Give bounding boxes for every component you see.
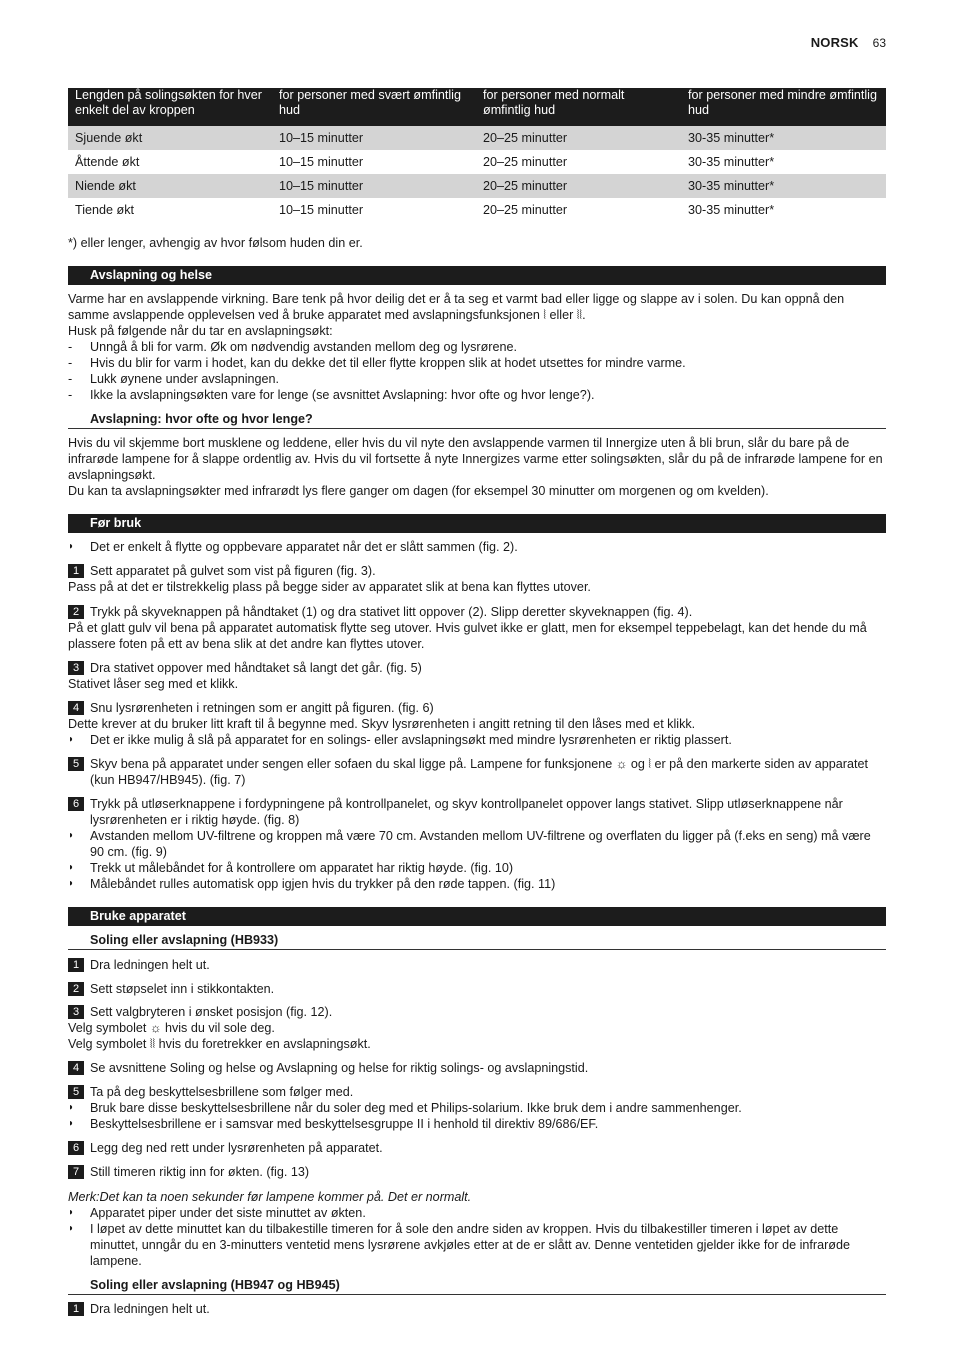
step-text: Ta på deg beskyttelsesbrillene som følger med. [90, 1085, 354, 1099]
step-text: Dra stativet oppover med håndtaket så langt det går. (fig. 5) [90, 661, 422, 675]
bullet-text: Beskyttelsesbrillene er i samsvar med beskyttelsesgruppe II i henhold til direktiv 89/686/EF. [90, 1117, 599, 1131]
step-text: Sett apparatet på gulvet som vist på figuren (fig. 3). [90, 564, 376, 578]
table-cell: Sjuende økt [68, 126, 272, 150]
step-number: 5 [68, 1085, 84, 1099]
use-step-2 [68, 981, 886, 997]
table-cell: Niende økt [68, 174, 272, 198]
step-text: Dra ledningen helt ut. [90, 1302, 210, 1316]
relax-section [68, 291, 886, 403]
before-step-6 [68, 796, 886, 892]
step-number: 6 [68, 797, 84, 811]
use-step-3 [68, 1004, 886, 1052]
table-cell: 30-35 minutter* [688, 155, 775, 169]
step-text: Se avsnittene Soling og helse og Avslapning og helse for riktig solings- og avslapningstid. [90, 1061, 589, 1075]
table-cell: 20–25 minutter [483, 155, 568, 169]
bullet-icon: ◗ [68, 1207, 75, 1218]
session-table [68, 88, 886, 222]
step-text: Dra ledningen helt ut. [90, 958, 210, 972]
table-cell: 20–25 minutter [483, 203, 568, 217]
table-cell: 30-35 minutter* [688, 203, 775, 217]
before-step-5 [68, 756, 886, 788]
step-text: Sett støpselet inn i stikkontakten. [90, 982, 275, 996]
bullet-text: Det er ikke mulig å slå på apparatet for en solings- eller avslapningsøkt med mindre lysrørenheten er riktig plassert. [90, 733, 732, 747]
subsection-title-hb947: Soling eller avslapning (HB947 og HB945) [68, 1277, 886, 1295]
subsection-title-relax-frequency: Avslapning: hvor ofte og hvor lenge? [68, 411, 886, 429]
bullet-icon: ◗ [68, 1223, 75, 1234]
subsection-title-hb933: Soling eller avslapning (HB933) [68, 932, 886, 950]
step-text: Skyv bena på apparatet under sengen eller sofaen du skal ligge på. Lampene for funksjonene ☼ og ⦚ er på den markerte siden av apparatet (kun HB947/HB945). (fig. 7) [90, 757, 869, 787]
list-item: - Unngå å bli for varm. Øk om nødvendig avstanden mellom deg og lysrørene. [68, 339, 886, 355]
table-cell: 20–25 minutter [476, 126, 681, 150]
step-number: 5 [68, 757, 84, 771]
before-step-4 [68, 700, 886, 748]
step-text: Still timeren riktig inn for økten. (fig. 13) [90, 1165, 310, 1179]
step-note: Velg symbolet ⦚⦚ hvis du foretrekker en avslapningsøkt. [68, 1037, 371, 1051]
step-number: 4 [68, 1061, 84, 1075]
bullet-icon: ◗ [68, 830, 75, 841]
bullet-text: I løpet av dette minuttet kan du tilbakestille timeren for å sole den andre siden av kroppen. Hvis du tilbakestiller timeren i løpet av dette minuttet, unngår du en 3-minutters ventetid mens lysrørene avkjøles etter at de er slått av. Denne ventetiden gjelder ikke for de infrarøde lampene. [90, 1222, 850, 1268]
step-text: Trykk på skyveknappen på håndtaket (1) og dra stativet litt oppover (2). Slipp deretter skyveknappen (fig. 4). [90, 605, 693, 619]
table-cell: 10–15 minutter [279, 155, 364, 169]
section-title-relax: Avslapning og helse [68, 266, 886, 285]
table-row [68, 198, 886, 222]
table-cell: 30-35 minutter* [681, 126, 886, 150]
bullet-text: Bruk bare disse beskyttelsesbrillene når du soler deg med et Philips-solarium. Ikke bruk dem i andre sammenhenger. [90, 1101, 742, 1115]
list-item: - Ikke la avslapningsøkten vare for lenge (se avsnittet Avslapning: hvor ofte og hvor lenge?). [68, 387, 886, 403]
note-text: Merk:Det kan ta noen sekunder før lampene kommer på. Det er normalt. [68, 1190, 472, 1204]
step-number: 7 [68, 1165, 84, 1179]
table-cell: 10–15 minutter [272, 174, 476, 198]
section-title-use: Bruke apparatet [68, 907, 886, 926]
bullet-icon: ◗ [68, 878, 75, 889]
relax-remember: Husk på følgende når du tar en avslapningsøkt: [68, 324, 333, 338]
step-number: 6 [68, 1141, 84, 1155]
before-step-1 [68, 563, 886, 595]
table-footnote: *) eller lenger, avhengig av hvor følsom huden din er. [68, 236, 363, 250]
paragraph: Hvis du vil skjemme bort musklene og leddene, eller hvis du vil nyte den avslappende varmen til Innergize uten å bli brun, slår du bare på de infrarøde lampene for å slappe ordentlig av. Hvis du vil fortsette å nyte Innergizes varme etter solingsøkten, slår du på de infrarøde lampene for en avslapningsøkt. [68, 436, 883, 482]
table-header: Lengden på solingsøkten for hver enkelt del av kroppen [68, 88, 272, 126]
step-note: Velg symbolet ☼ hvis du vil sole deg. [68, 1021, 275, 1035]
step-note: Dette krever at du bruker litt kraft til å begynne med. Skyv lysrørenheten i angitt retning til den låses med et klikk. [68, 717, 696, 731]
step-number: 2 [68, 605, 84, 619]
use-step-8 [68, 1301, 886, 1317]
step-number: 3 [68, 1005, 84, 1019]
bullet-icon: ◗ [68, 1118, 75, 1129]
table-row [68, 174, 886, 198]
step-note: Stativet låser seg med et klikk. [68, 677, 239, 691]
bullet-icon: ◗ [68, 541, 75, 552]
language-label: NORSK [810, 35, 859, 50]
step-number: 3 [68, 661, 84, 675]
table-cell: 20–25 minutter [476, 174, 681, 198]
use-step-5 [68, 1084, 886, 1132]
table-header: for personer med mindre ømfintlig hud [681, 88, 886, 126]
step-text: Sett valgbryteren i ønsket posisjon (fig. 12). [90, 1005, 333, 1019]
bullet-icon: ◗ [68, 862, 75, 873]
paragraph: Du kan ta avslapningsøkter med infrarødt lys flere ganger om dagen (for eksempel 30 minutter om morgenen og om kvelden). [68, 484, 769, 498]
table-header-row [68, 88, 886, 126]
bullet-text: Avstanden mellom UV-filtrene og kroppen må være 70 cm. Avstanden mellom UV-filtrene og overflaten du ligger på (f.eks en seng) må være 90 cm. (fig. 9) [90, 829, 871, 859]
bullet-icon: ◗ [68, 1102, 75, 1113]
bullet-text: Trekk ut målebåndet for å kontrollere om apparatet har riktig høyde. (fig. 10) [90, 861, 514, 875]
list-item: - Lukk øynene under avslapningen. [68, 371, 886, 387]
bullet-text: Det er enkelt å flytte og oppbevare apparatet når det er slått sammen (fig. 2). [90, 540, 518, 554]
use-step-4 [68, 1060, 886, 1076]
step-note: Pass på at det er tilstrekkelig plass på begge sider av apparatet slik at bena kan flyttes utover. [68, 580, 591, 594]
step-number: 1 [68, 1302, 84, 1316]
table-cell: Åttende økt [75, 155, 140, 169]
use-step-7 [68, 1164, 886, 1180]
use-step-6 [68, 1140, 886, 1156]
table-cell: 10–15 minutter [272, 126, 476, 150]
use-note-block [68, 1189, 886, 1269]
step-number: 4 [68, 701, 84, 715]
page-number: 63 [872, 36, 886, 50]
relax-frequency-text [68, 435, 886, 499]
table-cell: Tiende økt [75, 203, 135, 217]
table-header: for personer med normalt ømfintlig hud [476, 88, 681, 126]
list-item: - Hvis du blir for varm i hodet, kan du dekke det til eller flytte kroppen slik at hodet utsettes for mindre varme. [68, 355, 886, 371]
section-title-before-use: Før bruk [68, 514, 886, 533]
step-text: Snu lysrørenheten i retningen som er angitt på figuren. (fig. 6) [90, 701, 434, 715]
before-bullet-1 [68, 539, 886, 555]
relax-intro: Varme har en avslappende virkning. Bare tenk på hvor deilig det er å ta seg et varmt bad eller ligge og slappe av i solen. Du kan oppnå den samme avslappende opplevelsen ved å bruke apparatet med avslapningsfunksjonen ⦚ eller ⦚⦚. [68, 292, 845, 322]
use-step-1 [68, 957, 886, 973]
table-cell: 10–15 minutter [279, 203, 364, 217]
before-step-3 [68, 660, 886, 692]
page-header [811, 35, 886, 51]
table-row [68, 126, 886, 150]
step-note: På et glatt gulv vil bena på apparatet automatisk flytte seg utover. Hvis gulvet ikke er glatt, men for eksempel teppebelagt, kan det hende du må plassere foten på ett av bena slik at det andre kan flyttes utover. [68, 621, 867, 651]
table-cell: 30-35 minutter* [681, 174, 886, 198]
step-number: 1 [68, 564, 84, 578]
before-step-2 [68, 604, 886, 652]
table-row [68, 150, 886, 174]
bullet-icon: ◗ [68, 734, 75, 745]
step-text: Legg deg ned rett under lysrørenheten på apparatet. [90, 1141, 383, 1155]
step-number: 2 [68, 982, 84, 996]
table-header: for personer med svært ømfintlig hud [272, 88, 476, 126]
step-text: Trykk på utløserknappene i fordypningene på kontrollpanelet, og skyv kontrollpanelet oppover langs stativet. Slipp utløserknappene når lysrørenheten er i riktig høyde. (fig. 8) [90, 797, 843, 827]
step-number: 1 [68, 958, 84, 972]
bullet-text: Målebåndet rulles automatisk opp igjen hvis du trykker på den røde tappen. (fig. 11) [90, 877, 556, 891]
bullet-text: Apparatet piper under det siste minuttet av økten. [90, 1206, 366, 1220]
